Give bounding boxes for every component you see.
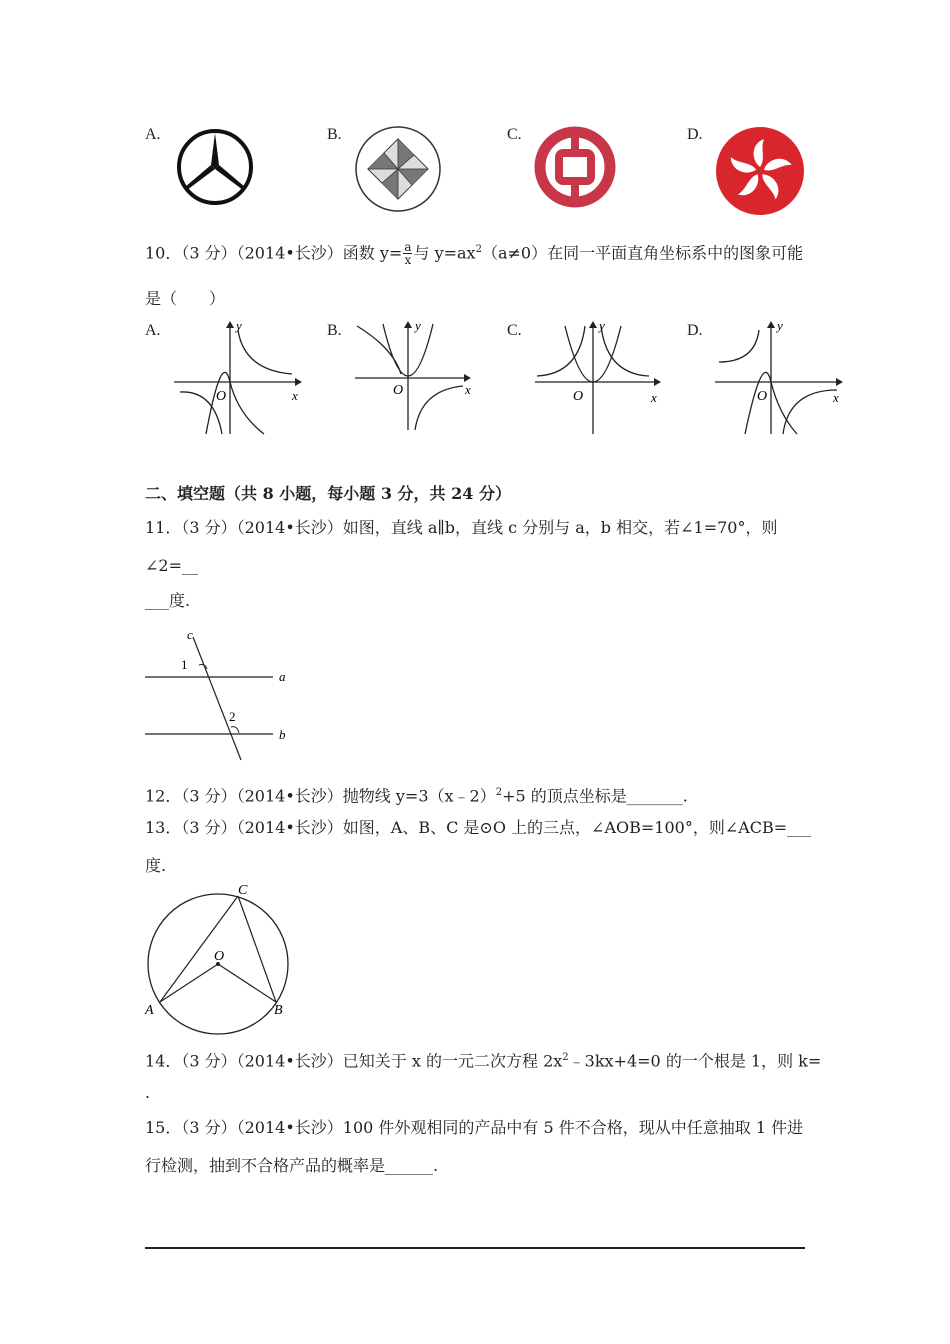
q11-line1: 11．（3 分）（2014•长沙）如图，直线 a∥b，直线 c 分别与 a，b 相交，若∠1=70°，则 bbox=[145, 518, 778, 537]
q9-option-d-label: D. bbox=[687, 126, 703, 143]
q10-stem-line1 bbox=[145, 240, 803, 266]
q11-label-b: b bbox=[279, 727, 286, 742]
q12-stem bbox=[145, 783, 688, 806]
q11-label-angle1: 1 bbox=[181, 657, 188, 672]
q13-label-o: O bbox=[214, 949, 225, 964]
q12-suffix: +5 的顶点坐标是_______. bbox=[502, 786, 688, 806]
q10-option-d-label: D. bbox=[687, 322, 703, 339]
q14-line2: . bbox=[145, 1083, 151, 1102]
three-star-logo-icon bbox=[175, 127, 255, 207]
q10-graph-d-y: y bbox=[777, 318, 783, 333]
q10-graph-d-origin: O bbox=[757, 389, 768, 404]
q10-stem-line2: 是（ ） bbox=[145, 289, 226, 308]
q9-option-a-label: A. bbox=[145, 126, 161, 143]
q10-graph-b-x: x bbox=[465, 382, 471, 397]
q10-graph-b bbox=[353, 318, 478, 438]
q10-suffix: （a≠0）在同一平面直角坐标系中的图象可能 bbox=[481, 243, 804, 263]
q13-line1: 13．（3 分）（2014•长沙）如图，A、B、C 是⊙O 上的三点，∠AOB=100°，则∠ACB=___ bbox=[145, 818, 812, 837]
q11-label-angle2: 2 bbox=[229, 709, 236, 724]
q14-stem bbox=[145, 1048, 821, 1071]
q10-graph-c bbox=[533, 318, 668, 438]
bank-logo-icon bbox=[533, 125, 617, 209]
q14-exp: 2 bbox=[562, 1052, 569, 1063]
q10-prefix: 10．（3 分）（2014•长沙）函数 y= bbox=[145, 243, 403, 263]
pinwheel-figure-icon bbox=[354, 125, 442, 213]
q11-label-a: a bbox=[279, 669, 286, 684]
q10-graph-c-y: y bbox=[599, 318, 605, 333]
q10-exp: 2 bbox=[475, 244, 482, 255]
q11-parallel-lines-figure bbox=[145, 625, 295, 765]
q10-graph-a-origin: O bbox=[216, 389, 227, 404]
q10-graph-a bbox=[172, 318, 307, 438]
q10-frac-num: a bbox=[404, 240, 412, 255]
q14-suffix: ﹣3kx+4=0 的一个根是 1，则 k= bbox=[568, 1051, 822, 1071]
q13-label-c: C bbox=[238, 883, 248, 898]
q10-frac-den: x bbox=[404, 253, 412, 268]
q10-graph-d bbox=[713, 318, 848, 438]
q13-label-b: B bbox=[274, 1003, 283, 1018]
q15-line1: 15．（3 分）（2014•长沙）100 件外观相同的产品中有 5 件不合格，现从中任意抽取 1 件进 bbox=[145, 1118, 804, 1137]
q13-line2: 度. bbox=[145, 856, 167, 875]
q10-option-b-label: B. bbox=[327, 322, 342, 339]
q11-line2: ∠2=__ bbox=[145, 556, 198, 575]
section2-heading: 二、填空题（共 8 小题，每小题 3 分，共 24 分） bbox=[145, 484, 511, 503]
q10-graph-a-x: x bbox=[292, 388, 298, 403]
q10-fraction bbox=[403, 241, 412, 266]
q10-graph-b-y: y bbox=[415, 318, 421, 333]
q9-option-c-label: C. bbox=[507, 126, 522, 143]
q10-graph-b-origin: O bbox=[393, 383, 404, 398]
q10-mid: 与 y=ax bbox=[413, 243, 476, 263]
bauhinia-flag-icon bbox=[714, 125, 806, 217]
q12-prefix: 12．（3 分）（2014•长沙）抛物线 y=3（x﹣2） bbox=[145, 786, 496, 806]
q10-graph-c-origin: O bbox=[573, 389, 584, 404]
q10-option-c-label: C. bbox=[507, 322, 522, 339]
q13-label-a: A bbox=[145, 1003, 154, 1018]
q14-prefix: 14．（3 分）（2014•长沙）已知关于 x 的一元二次方程 2x bbox=[145, 1051, 563, 1071]
q11-label-c: c bbox=[187, 627, 193, 642]
q11-line3: ___度. bbox=[145, 591, 191, 610]
q10-option-a-label: A. bbox=[145, 322, 161, 339]
q9-option-b-label: B. bbox=[327, 126, 342, 143]
q15-line2: 行检测，抽到不合格产品的概率是______. bbox=[145, 1156, 439, 1175]
q10-graph-a-y: y bbox=[236, 318, 242, 333]
q13-circle-figure bbox=[140, 880, 300, 1040]
footer-divider bbox=[145, 1247, 805, 1249]
q10-graph-c-x: x bbox=[651, 390, 657, 405]
q10-graph-d-x: x bbox=[833, 390, 839, 405]
q12-exp: 2 bbox=[495, 787, 503, 798]
